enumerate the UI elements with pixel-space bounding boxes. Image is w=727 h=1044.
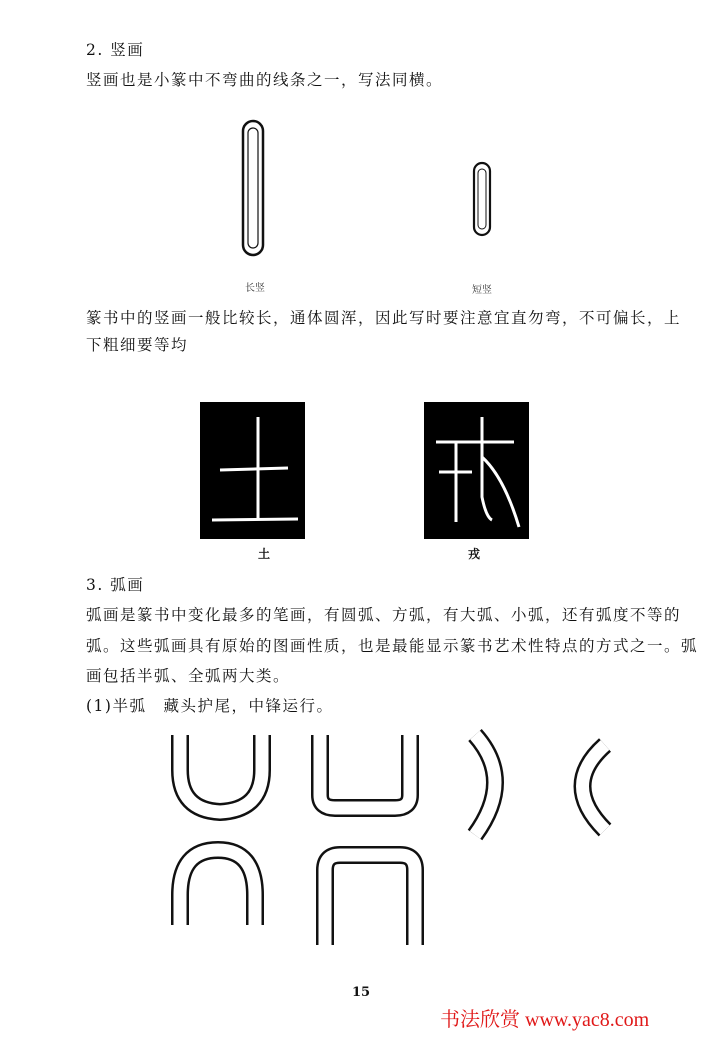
watermark: 书法欣赏 www.yac8.com — [440, 1009, 650, 1031]
section-heading: 2. 竖画 — [86, 41, 145, 59]
section-heading: 3. 弧画 — [86, 576, 145, 594]
paragraph: 弧。这些弧画具有原始的图画性质，也是最能显示篆书艺术性特点的方式之一。弧 — [86, 637, 699, 655]
short-vertical-stroke-figure — [470, 160, 494, 240]
long-vertical-stroke-figure — [238, 118, 268, 258]
paragraph: 篆书中的竖画一般比较长，通体圆浑，因此写时要注意宜直勿弯，不可偏长，上 — [86, 309, 682, 327]
paragraph: 弧画是篆书中变化最多的笔画，有圆弧、方弧，有大弧、小弧，还有弧度不等的 — [86, 606, 682, 624]
figure-caption: 土 — [258, 547, 271, 561]
half-arc-stroke-figures — [160, 720, 720, 980]
example-character-tu — [200, 402, 305, 539]
page-number: 15 — [352, 985, 371, 1000]
paragraph: 画包括半弧、全弧两大类。 — [86, 667, 291, 685]
figure-caption: 戎 — [468, 547, 481, 561]
paragraph: 竖画也是小篆中不弯曲的线条之一，写法同横。 — [86, 71, 444, 89]
example-character-rong — [424, 402, 529, 539]
figure-caption: 长竖 — [245, 283, 265, 294]
subheading: (1)半弧 藏头护尾，中锋运行。 — [86, 697, 334, 715]
figure-caption: 短竖 — [472, 285, 492, 296]
paragraph: 下粗细要等均 — [86, 336, 189, 354]
